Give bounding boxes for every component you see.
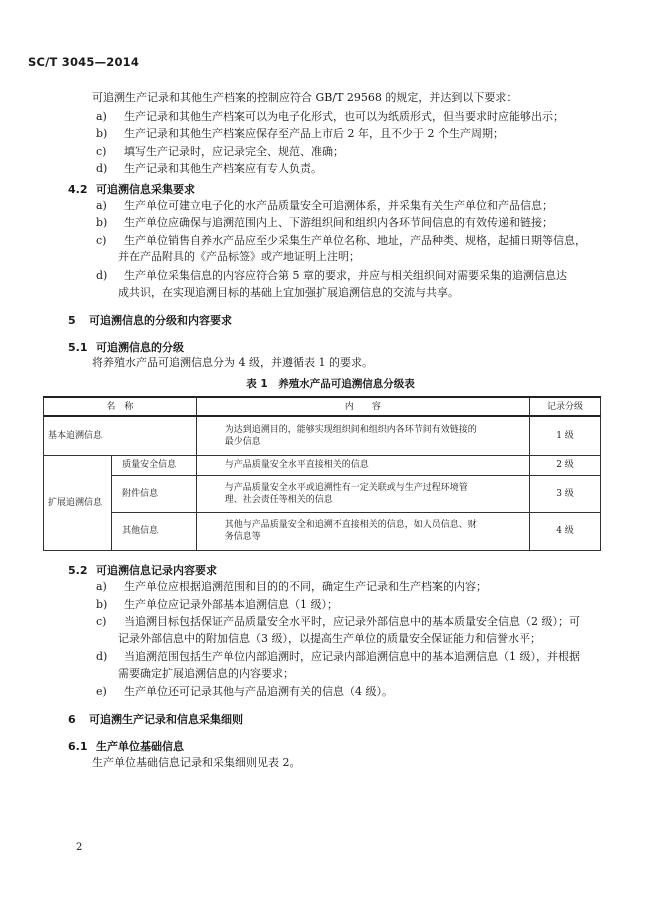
section-number: 5 — [68, 314, 76, 327]
table-row — [44, 455, 601, 475]
table-caption: 表 1 养殖水产品可追溯信息分级表 — [246, 378, 415, 390]
list-item — [96, 269, 567, 283]
cell-line: 理、社会责任等相关的信息 — [224, 494, 333, 505]
cell-line: 与产品质量安全水平或追溯性有一定关联或与生产过程环境管 — [224, 482, 468, 493]
list-text-continued: 需要确定扩展追溯信息的内容要求； — [118, 667, 294, 680]
list-text: 生产单位销售自养水产品应至少采集生产单位名称、地址，产品种类、规格，起捕日期等信息， — [124, 234, 586, 247]
list-text: 生产单位可建立电子化的水产品质量安全可追溯体系，并采集有关生产单位和产品信息； — [124, 199, 553, 212]
list-label: b) — [96, 127, 108, 140]
header-level: 记录分级 — [529, 397, 600, 416]
document-code: SC/T 3045—2014 — [28, 55, 140, 69]
cell-level: 4 级 — [529, 512, 600, 550]
cell-group-extended: 扩展追溯信息 — [44, 455, 112, 550]
list-text: 当追溯范围包括生产单位内部追溯时，应记录内部追溯信息中的基本追溯信息（1 级），并根据 — [124, 650, 580, 663]
list-item — [96, 234, 586, 248]
list-text-continued: 并在产品附具的《产品标签》或产地证明上注明； — [118, 250, 360, 263]
list-item — [96, 598, 338, 612]
section-title: 可追溯信息的分级 — [96, 341, 184, 354]
section-heading-5-1 — [68, 339, 184, 355]
cell-line: 其他与产品质量安全和追溯不直接相关的信息，如人员信息、财 — [224, 520, 477, 530]
cell-name: 附件信息 — [112, 475, 197, 512]
header-name: 名 称 — [44, 397, 197, 416]
list-item — [96, 162, 322, 176]
cell-level: 1 级 — [529, 416, 600, 455]
list-item — [96, 650, 580, 664]
list-label: c) — [96, 234, 107, 247]
section-number: 5.1 — [68, 341, 88, 354]
list-item — [96, 685, 393, 699]
section-heading-5 — [68, 312, 232, 328]
section-title: 可追溯信息的分级和内容要求 — [89, 314, 232, 327]
cell-name: 基本追溯信息 — [44, 416, 197, 455]
cell-line: 为达到追溯目的，能够实现组织间和组织内各环节间有效链接的 — [224, 424, 477, 435]
section-title: 可追溯信息采集要求 — [96, 183, 195, 196]
list-text-continued: 成共识，在实现追溯目标的基础上宜加强扩展追溯信息的交流与共享。 — [118, 286, 459, 299]
list-label: d) — [96, 650, 108, 663]
list-text: 生产记录和其他生产档案应有专人负责。 — [124, 162, 322, 175]
header-content: 内 容 — [196, 397, 529, 416]
section-title: 可追溯生产记录和信息采集细则 — [89, 713, 243, 726]
list-item — [96, 580, 487, 594]
list-item — [96, 615, 580, 629]
cell-level: 2 级 — [529, 455, 600, 475]
section-heading-5-2 — [68, 562, 217, 578]
list-text: 生产记录和其他生产档案应保存至产品上市后 2 年，且不少于 2 个生产周期； — [124, 127, 504, 140]
list-item — [96, 145, 344, 159]
list-label: a) — [96, 580, 107, 593]
table-row — [44, 475, 601, 512]
list-item — [96, 127, 504, 141]
list-text: 生产记录和其他生产档案可以为电子化形式，也可以为纸质形式，但当要求时应能够出示； — [124, 110, 564, 123]
classification-table — [43, 396, 601, 551]
table-row — [44, 512, 601, 550]
cell-name: 质量安全信息 — [112, 455, 197, 475]
section-heading-4-2 — [68, 181, 195, 197]
body-paragraph: 将养殖水产品可追溯信息分为 4 级，并遵循表 1 的要求。 — [92, 356, 373, 369]
section-number: 6 — [68, 713, 76, 726]
section-heading-6-1 — [68, 738, 184, 754]
list-text: 当追溯目标包括保证产品质量安全水平时，应记录外部信息中的基本质量安全信息（2 级）；可 — [124, 615, 580, 628]
list-item — [96, 199, 553, 213]
list-text: 生产单位应确保与追溯范围内上、下游组织间和组织内各环节间信息的有效传递和链接； — [124, 216, 553, 229]
section-title: 生产单位基础信息 — [96, 740, 184, 753]
section-number: 6.1 — [68, 740, 88, 753]
list-text: 生产单位还可记录其他与产品追溯有关的信息（4 级）。 — [124, 685, 393, 698]
list-text: 生产单位应根据追溯范围和目的的不同，确定生产记录和生产档案的内容； — [124, 580, 487, 593]
list-item — [96, 216, 553, 230]
list-text: 填写生产记录时，应记录完全、规范、准确； — [124, 145, 344, 158]
cell-line: 最少信息 — [224, 436, 261, 447]
list-label: c) — [96, 145, 107, 158]
list-text: 生产单位采集信息的内容应符合第 5 章的要求，并应与相关组织间对需要采集的追溯信息达 — [124, 269, 567, 282]
list-label: e) — [96, 685, 107, 698]
section-heading-6 — [68, 711, 243, 727]
list-text-continued: 记录外部信息中的附加信息（3 级），以提高生产单位的质量安全保证能力和信誉水平； — [118, 632, 541, 645]
section-number: 4.2 — [68, 183, 88, 196]
section-number: 5.2 — [68, 564, 88, 577]
intro-paragraph: 可追溯生产记录和其他生产档案的控制应符合 GB/T 29568 的规定，并达到以下要求： — [92, 91, 518, 104]
list-text: 生产单位应记录外部基本追溯信息（1 级）； — [124, 598, 338, 611]
list-item — [96, 110, 564, 124]
list-label: a) — [96, 110, 107, 123]
list-label: b) — [96, 216, 108, 229]
table-row — [44, 416, 601, 455]
cell-name: 其他信息 — [112, 512, 197, 550]
list-label: c) — [96, 615, 107, 628]
cell-line: 务信息等 — [224, 532, 261, 542]
cell-level: 3 级 — [529, 475, 600, 512]
list-label: d) — [96, 269, 108, 282]
list-label: b) — [96, 598, 108, 611]
list-label: a) — [96, 199, 107, 212]
section-title: 可追溯信息记录内容要求 — [96, 564, 217, 577]
list-label: d) — [96, 162, 108, 175]
cell-content — [196, 512, 529, 550]
body-paragraph: 生产单位基础信息记录和采集细则见表 2。 — [92, 756, 301, 769]
cell-content — [196, 475, 529, 512]
cell-content: 与产品质量安全水平直接相关的信息 — [196, 455, 529, 475]
page-number: 2 — [76, 842, 83, 853]
cell-content — [196, 416, 529, 455]
table-header-row — [44, 397, 601, 416]
